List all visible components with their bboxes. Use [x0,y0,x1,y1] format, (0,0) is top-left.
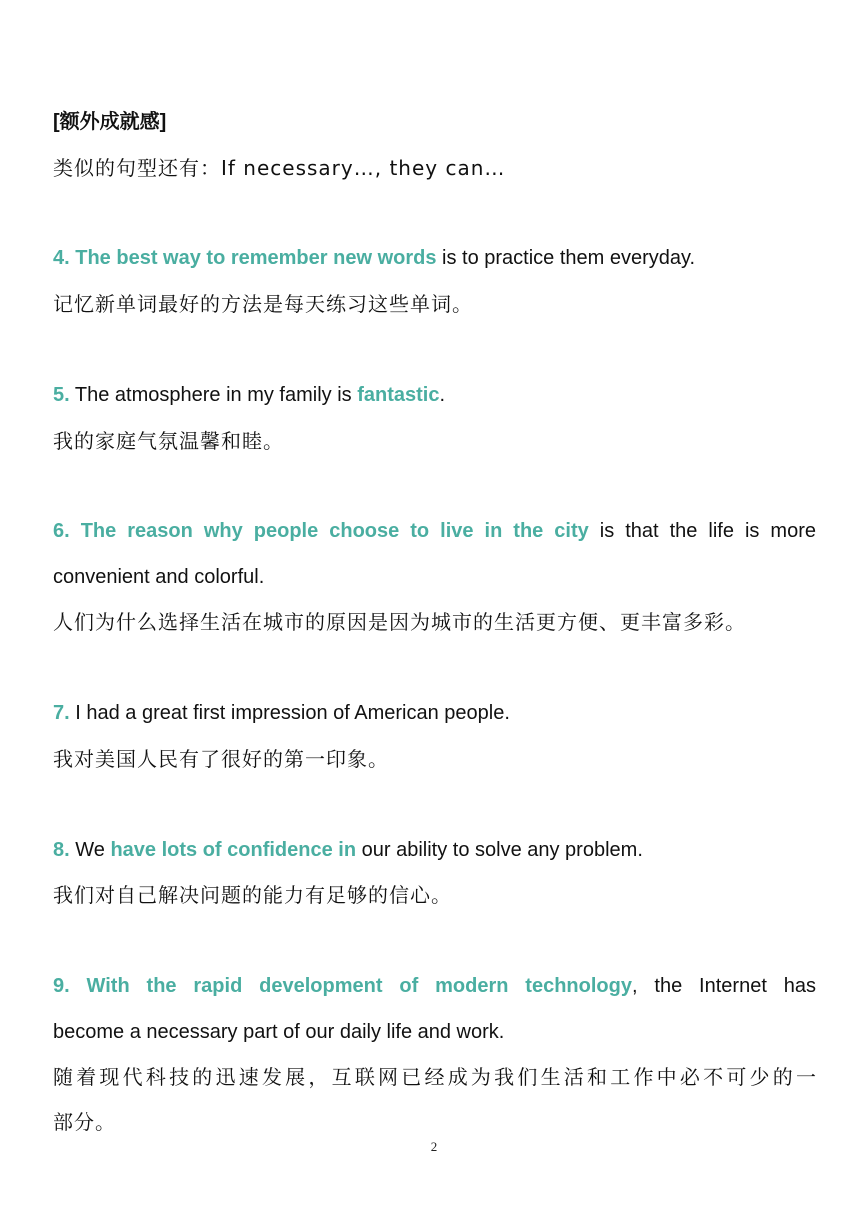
intro-line: 类似的句型还有：If necessary…, they can… [53,156,506,180]
item-5-chinese: 我的家庭气氛温馨和睦。 [53,429,284,453]
item-5-english: 5. The atmosphere in my family is fantastic. [53,384,446,406]
item-8-english: 8. We have lots of confidence in our ability to solve any problem. [53,839,643,861]
item-9-english-line-1: 9. With the rapid development of modern technology, the Internet has [53,975,816,997]
item-7-number: 7. [53,702,70,724]
item-6-chinese: 人们为什么选择生活在城市的原因是因为城市的生活更方便、更丰富多彩。 [53,610,746,634]
document-page [53,0,816,1227]
item-9-chinese-line-2: 部分。 [53,1110,116,1134]
item-9-number: 9. [53,975,70,997]
item-7-english: 7. I had a great first impression of American people. [53,702,510,724]
item-4-number: 4. [53,247,70,269]
item-9-highlight: With the rapid development of modern technology [86,975,632,997]
item-8-number: 8. [53,839,70,861]
page-number: 2 [430,1139,438,1154]
item-8-highlight: have lots of confidence in [110,839,357,861]
item-7-chinese: 我对美国人民有了很好的第一印象。 [53,747,389,771]
item-9-chinese-line-1: 随着现代科技的迅速发展，互联网已经成为我们生活和工作中必不可少的一 [53,1065,816,1089]
item-5-number: 5. [53,384,70,406]
item-4-chinese: 记忆新单词最好的方法是每天练习这些单词。 [53,292,473,316]
item-6-english-line-1: 6. The reason why people choose to live in the city is that the life is more [53,520,816,542]
item-5-highlight: fantastic [357,384,440,406]
item-9-english-line-2: become a necessary part of our daily life and work. [53,1021,505,1043]
item-4-english: 4. The best way to remember new words is to practice them everyday. [53,247,696,269]
item-6-english-line-2: convenient and colorful. [53,566,265,588]
item-6-number: 6. [53,520,70,542]
item-6-highlight: The reason why people choose to live in the city [80,520,589,542]
item-4-highlight: The best way to remember new words [75,247,437,269]
item-8-chinese: 我们对自己解决问题的能力有足够的信心。 [53,883,452,907]
section-heading: [额外成就感] [53,111,167,133]
